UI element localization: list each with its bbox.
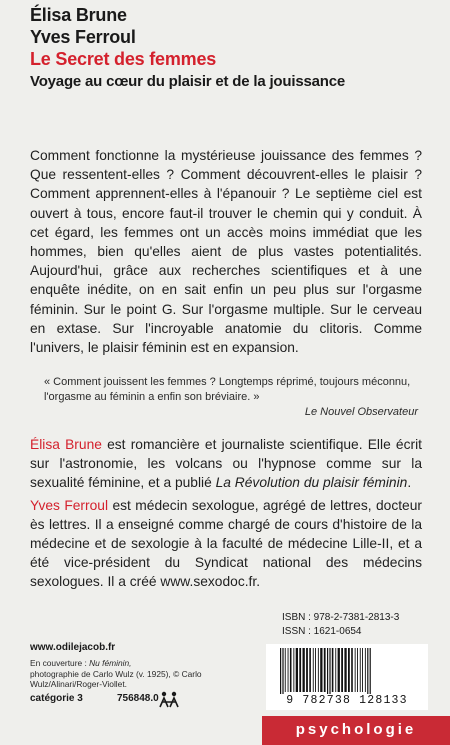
blurb: Comment fonctionne la mystérieuse jouissance des femmes ? Que ressentent-elles ? Comment découvrent-elles le plaisir ? Comment apprennent-elles à l'épanouir ? Le septième ciel est ouvert à tous, encore faut-il trouver le chemin qui y conduit. À cet égard, les femmes ont un accès moins immédiat que les hommes, bien qu'elles aient de plus vastes potentialités. Aujourd'hui, grâce aux recherches scientifiques et à une enquête inédite, on en sait enfin un peu plus sur l'orgasme féminin. Sur le point G. Sur l'orgasme multiple. Sur le cerveau en extase. Sur l'incroyable anatomie du clitoris. Comme l'univers, le plaisir féminin est en expansion.: [30, 148, 422, 356]
press-quote: [44, 375, 422, 420]
cover-credit-rest: photographie de Carlo Wulz (v. 1925), © Carlo Wulz/Alinari/Roger-Viollet.: [30, 668, 202, 690]
bio-name-ferroul: Yves Ferroul: [30, 497, 109, 513]
bio-text-ferroul: est médecin sexologue, agrégé de lettres, docteur ès lettres. Il a enseigné comme chargé de cours d'histoire de la médecine et de sexologie à la faculté de médecine Lille-II, et a été vice-président du Syndicat national des médecins sexologues. Il a créé www.sexodoc.fr.: [30, 497, 422, 590]
barcode-number: 9 782738 128133: [286, 694, 408, 707]
book-subtitle: Voyage au cœur du plaisir et de la jouissance: [30, 73, 345, 90]
cover-credit-prefix: En couverture :: [30, 658, 90, 668]
author-bios: [30, 435, 422, 592]
category: catégorie 3: [30, 693, 83, 704]
quote-source: Le Nouvel Observateur: [304, 406, 418, 418]
barcode-bar: [360, 648, 361, 692]
barcode: [266, 644, 428, 710]
barcode-bar: [313, 648, 314, 692]
barcode-bar: [351, 648, 353, 692]
barcode-bar: [338, 648, 340, 692]
barcode-bar: [335, 648, 336, 692]
barcode-bars: [272, 648, 422, 694]
barcode-bar: [299, 648, 301, 692]
bio-end-brune: .: [407, 475, 412, 491]
cover-credit: [30, 658, 260, 690]
barcode-bar: [370, 648, 371, 694]
barcode-bar: [288, 648, 289, 692]
barcode-bar: [324, 648, 326, 692]
collection-label: psychologie: [295, 721, 417, 738]
bio-ferroul: [30, 496, 422, 592]
quote-text: « Comment jouissent les femmes ? Longtemps réprimé, toujours méconnu, l'orgasme au féminin a enfin son bréviaire. »: [44, 376, 411, 403]
bio-brune: [30, 435, 422, 493]
barcode-bar: [315, 648, 316, 692]
barcode-bar: [280, 648, 281, 694]
barcode-bar: [320, 648, 322, 692]
issn: ISSN : 1621-0654: [282, 626, 362, 637]
barcode-bar: [365, 648, 366, 692]
author-name-brune: Élisa Brune: [30, 5, 127, 25]
barcode-bar: [296, 648, 298, 692]
barcode-bar: [285, 648, 286, 692]
cover-credit-work: Nu féminin,: [89, 658, 132, 668]
isbn-block: [282, 611, 399, 639]
barcode-bar: [348, 648, 350, 692]
barcode-bar: [293, 648, 294, 692]
recycle-figures-icon: [158, 690, 180, 708]
collection-banner: [262, 716, 450, 745]
barcode-bar: [367, 648, 368, 694]
barcode-bar: [329, 648, 330, 694]
book-title: Le Secret des femmes: [30, 49, 217, 69]
barcode-bar: [357, 648, 358, 692]
authors: [30, 4, 136, 48]
barcode-bar: [290, 648, 292, 692]
bio-book-title: La Révolution du plaisir féminin: [215, 475, 408, 491]
barcode-bar: [332, 648, 334, 692]
isbn: ISBN : 978-2-7381-2813-3: [282, 612, 400, 623]
barcode-bar: [309, 648, 311, 692]
publisher-url[interactable]: www.odilejacob.fr: [30, 642, 116, 653]
barcode-bar: [306, 648, 308, 692]
bio-text-brune: est romancière et journaliste scientifique. Elle écrit sur l'astronomie, les volcans ou l'hypnose comme sur la sexualité féminine, et a publié: [30, 437, 422, 491]
barcode-bar: [341, 648, 343, 692]
barcode-bar: [344, 648, 346, 692]
author-name-ferroul: Yves Ferroul: [30, 27, 136, 47]
bio-name-brune: Élisa Brune: [30, 437, 102, 452]
product-code: 756848.0: [117, 693, 159, 704]
barcode-bar: [327, 648, 328, 694]
barcode-bar: [355, 648, 356, 692]
barcode-bar: [362, 648, 363, 692]
barcode-bar: [303, 648, 305, 692]
barcode-bar: [318, 648, 319, 692]
barcode-bar: [282, 648, 283, 694]
